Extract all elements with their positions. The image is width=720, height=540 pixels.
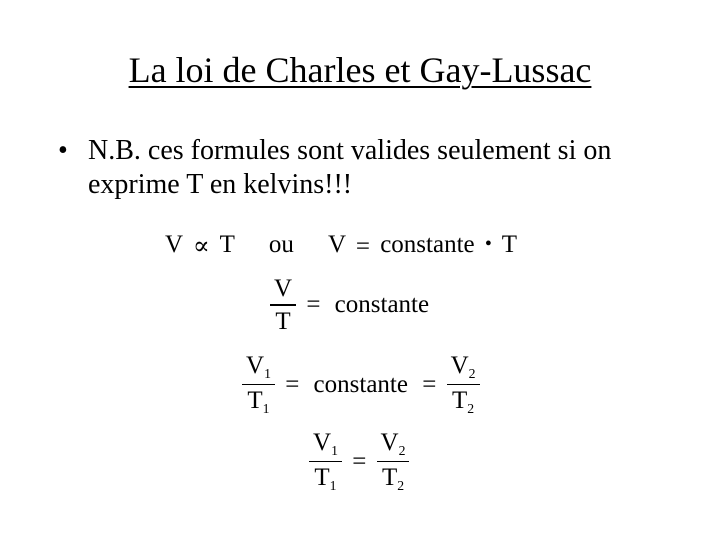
fraction-left [309, 430, 342, 493]
denominator: T [247, 387, 263, 415]
equals-symbol: = [355, 232, 370, 260]
equals-symbol: = [306, 291, 321, 319]
denominator: T [451, 387, 468, 415]
constante-text: constante [334, 291, 430, 319]
fraction [270, 276, 296, 334]
formula-symbol: T [219, 231, 235, 258]
denominator: T [314, 464, 330, 492]
equals-symbol: = [422, 370, 437, 398]
formula-symbol: T [501, 231, 517, 258]
numerator: V [313, 429, 332, 456]
numerator: V [380, 429, 399, 456]
slide-title-text: La loi de Charles et Gay-Lussac [128, 50, 592, 90]
bullet-item [58, 134, 678, 202]
fraction-right [447, 353, 480, 416]
ou-text: ou [268, 231, 294, 258]
formula-two-states-constant [242, 353, 480, 416]
constante-text: constante [313, 370, 408, 398]
subscript: 1 [262, 400, 270, 416]
fraction-bar [270, 304, 296, 306]
numerator: V [274, 275, 293, 302]
equals-symbol: = [285, 370, 300, 398]
formula-proportional [165, 232, 517, 259]
subscript: 1 [264, 365, 271, 381]
formula-symbol: V [327, 231, 346, 258]
bullet-marker: • [58, 135, 68, 166]
equals-symbol: = [352, 447, 367, 475]
constante-text: constante [380, 231, 475, 258]
fraction-bar [309, 461, 342, 463]
subscript: 1 [329, 477, 337, 493]
subscript: 2 [398, 442, 406, 458]
fraction-left [242, 353, 275, 416]
fraction-right [377, 430, 410, 493]
subscript: 1 [331, 442, 338, 458]
slide-title [0, 48, 720, 92]
bullet-text: N.B. ces formules sont valides seulement si on exprime T en kelvins!!! [88, 135, 612, 200]
denominator: T [275, 307, 291, 335]
numerator: V [450, 352, 469, 379]
numerator: V [246, 352, 265, 379]
subscript: 2 [397, 477, 405, 493]
formula-ratio-constant [270, 276, 433, 334]
fraction-bar [377, 461, 410, 463]
denominator: T [381, 464, 398, 492]
subscript: 2 [467, 400, 475, 416]
fraction-bar [447, 384, 480, 386]
formula-symbol: V [165, 231, 183, 258]
formula-two-states [309, 430, 409, 493]
proportional-symbol: ∝ [192, 232, 210, 260]
multiply-dot-symbol: • [484, 233, 492, 255]
fraction-bar [242, 384, 275, 386]
subscript: 2 [468, 365, 476, 381]
